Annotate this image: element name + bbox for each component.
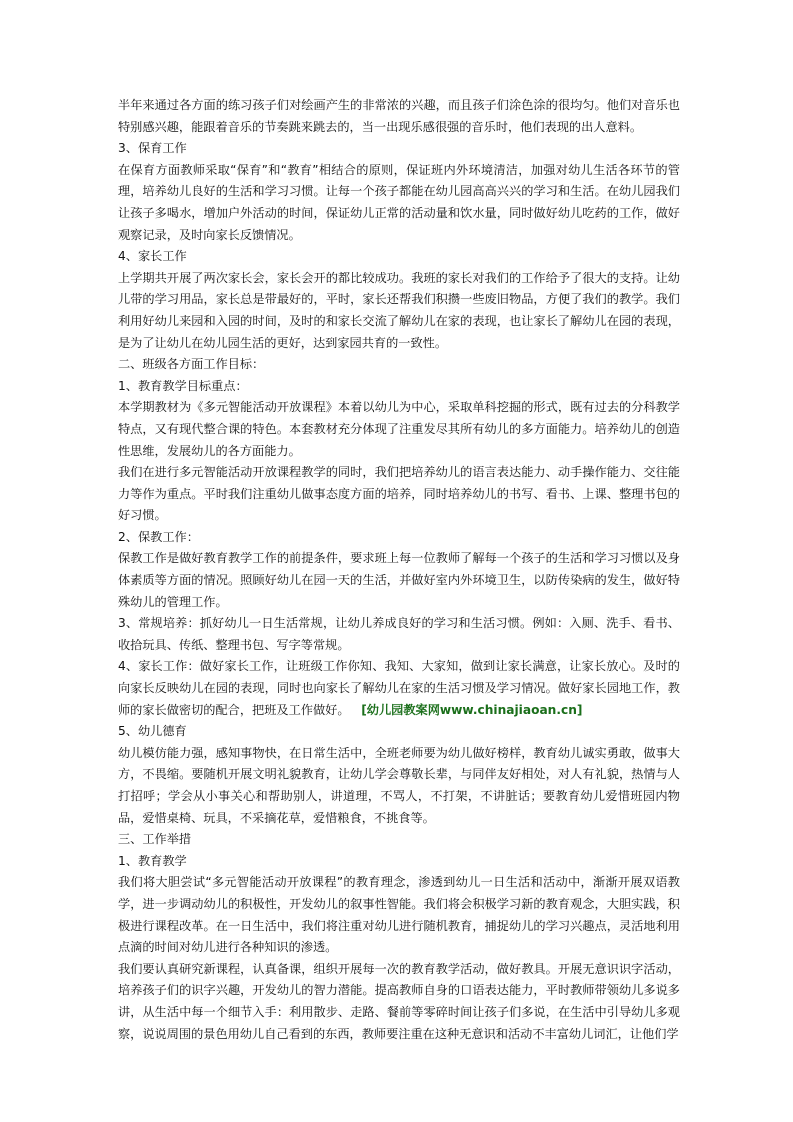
section-heading: 三、工作举措 (118, 832, 192, 847)
body-paragraph: 我们在进行多元智能活动开放课程教学的同时，我们把培养幼儿的语言表达能力、动手操作能力、交往能力等作为重点。平时我们注重幼儿做事态度方面的培养，同时培养幼儿的书写、看书、上课、整理书包的好习惯。 (118, 465, 680, 523)
body-paragraph: 上学期共开展了两次家长会，家长会开的都比较成功。我班的家长对我们的工作给予了很大的支持。让幼儿带的学习用品，家长总是带最好的，平时，家长还帮我们积攒一些废旧物品，方便了我们的教学。我们利用好幼儿来园和入园的时间，及时的和家长交流了解幼儿在家的表现，也让家长了解幼儿在园的表现，是为了让幼儿在幼儿园生活的更好，达到家园共育的一致性。 (118, 270, 680, 350)
section-heading: 二、班级各方面工作目标： (118, 357, 265, 372)
body-paragraph: 3、常规培养：抓好幼儿一日生活常规，让幼儿养成良好的学习和生活习惯。例如：入厕、洗手、看书、收拾玩具、传纸、整理书包、写字等常规。 (118, 616, 680, 652)
body-paragraph: 在保育方面教师采取“保育”和“教育”相结合的原则，保证班内外环境清洁，加强对幼儿生活各环节的管理，培养幼儿良好的生活和学习习惯。让每一个孩子都能在幼儿园高高兴兴的学习和生活。在幼儿园我们让孩子多喝水，增加户外活动的时间，保证幼儿正常的活动量和饮水量，同时做好幼儿吃药的工作，做好观察记录，及时向家长反馈情况。 (118, 162, 680, 242)
body-paragraph (118, 656, 680, 721)
section-heading: 5、幼儿德育 (118, 724, 187, 739)
section-heading: 4、家长工作 (118, 249, 187, 264)
body-paragraph: 保教工作是做好教育教学工作的前提条件，要求班上每一位教师了解每一个孩子的生活和学习习惯以及身体素质等方面的情况。照顾好幼儿在园一天的生活，并做好室内外环境卫生，以防传染病的发生，做好特殊幼儿的管理工作。 (118, 551, 680, 609)
body-paragraph: 我们要认真研究新课程，认真备课，组织开展每一次的教育教学活动，做好教具。开展无意识识字活动，培养孩子们的识字兴趣，开发幼儿的智力潜能。提高教师自身的口语表达能力，平时教师带领幼儿多说多讲，从生活中每一个细节入手：利用散步、走路、餐前等零碎时间让孩子们多说，在生活中引导幼儿多观察，说说周围的景色用幼儿自己看到的东西，教师要注重在这种无意识和活动不丰富幼儿词汇，让他们学 (118, 961, 680, 1041)
body-paragraph: 本学期教材为《多元智能活动开放课程》本着以幼儿为中心，采取单科挖掘的形式，既有过去的分科教学特点，又有现代整合课的特色。本套教材充分体现了注重发尽其所有幼儿的多方面能力。培养幼儿的创造性思维，发展幼儿的各方面能力。 (118, 400, 680, 458)
document-page (118, 95, 680, 1045)
section-heading: 1、教育教学目标重点： (118, 378, 248, 393)
section-heading: 1、教育教学 (118, 853, 187, 868)
body-paragraph: 幼儿模仿能力强，感知事物快，在日常生活中，全班老师要为幼儿做好榜样，教育幼儿诚实勇敢，做事大方，不畏缩。要随机开展文明礼貌教育，让幼儿学会尊敬长辈，与同伴友好相处，对人有礼貌，热情与人打招呼；学会从小事关心和帮助别人，讲道理，不骂人，不打架，不讲脏话；要教育幼儿爱惜班园内物品，爱惜桌椅、玩具，不采摘花草，爱惜粮食，不挑食等。 (118, 745, 680, 825)
paragraph-text: 4、家长工作：做好家长工作，让班级工作你知、我知、大家知，做到让家长满意，让家长放心。及时的向家长反映幼儿在园的表现，同时也向家长了解幼儿在家的生活习惯及学习情况。做好家长园地工作，教师的家长做密切的配合，把班及工作做好。 (118, 659, 680, 717)
section-heading: 2、保教工作： (118, 529, 199, 544)
body-paragraph: 我们将大胆尝试“多元智能活动开放课程”的教育理念，渗透到幼儿一日生活和活动中，渐渐开展双语教学，进一步调动幼儿的积极性，开发幼儿的叙事性智能。我们将会积极学习新的教育观念，大胆实践，积极进行课程改革。在一日生活中，我们将注重对幼儿进行随机教育，捕捉幼儿的学习兴趣点，灵活地利用点滴的时间对幼儿进行各种知识的渗透。 (118, 875, 680, 955)
source-watermark-text: [幼儿园教案网www.chinajiaoan.cn] (361, 702, 583, 717)
section-heading: 3、保育工作 (118, 141, 187, 156)
body-paragraph: 半年来通过各方面的练习孩子们对绘画产生的非常浓的兴趣，而且孩子们涂色涂的很均匀。他们对音乐也特别感兴趣，能跟着音乐的节奏跳来跳去的，当一出现乐感很强的音乐时，他们表现的出人意料。 (118, 98, 680, 134)
